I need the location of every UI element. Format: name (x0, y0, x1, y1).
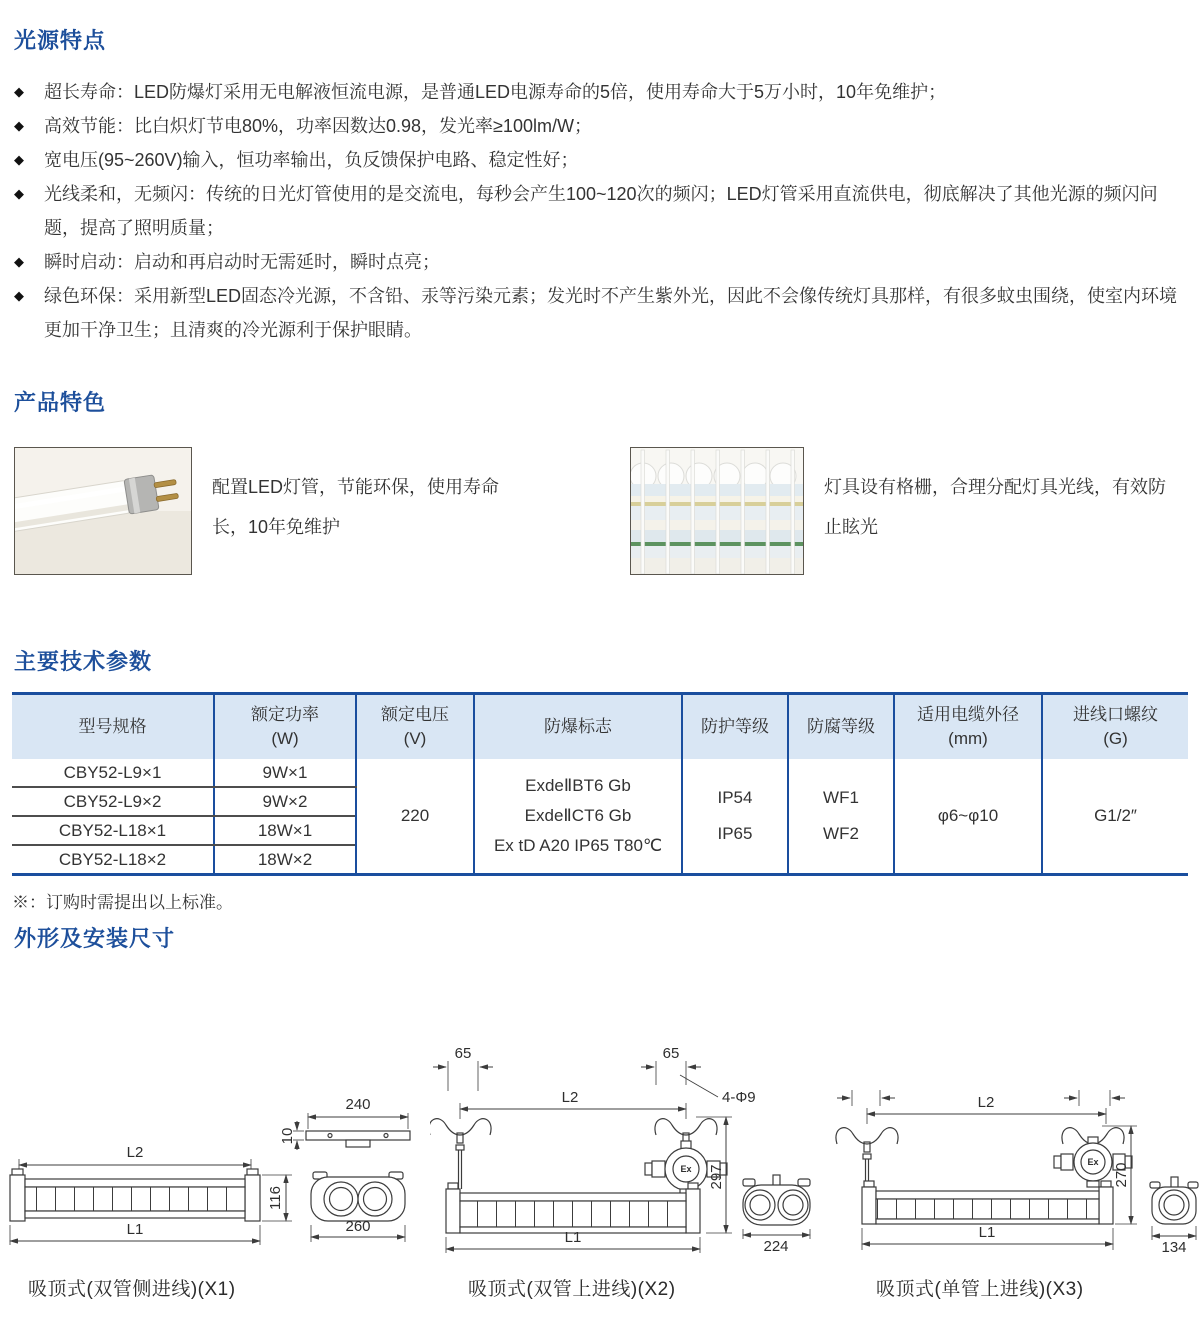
x1-l1-label: L1 (126, 1221, 144, 1238)
x1-bracket-thickness-label: 10 (279, 1127, 296, 1145)
x3-side-view (836, 1094, 1137, 1250)
bullet-item (14, 245, 1188, 279)
x1-side-view (10, 1144, 292, 1245)
x2-section-width-label: 224 (763, 1238, 789, 1255)
col-header-protection: 防护等级 (682, 694, 788, 760)
x2-offset-right-label: 65 (662, 1045, 680, 1062)
bullet-text: 超长寿命：LED防爆灯采用无电解液恒流电源，是普通LED电源寿命的5倍，使用寿命大于5万小时，10年免维护； (44, 82, 947, 102)
col-header-model: 型号规格 (12, 694, 214, 760)
feature-grille (630, 447, 1166, 575)
cell-anticorrosion: WF1 WF2 (788, 759, 894, 875)
section-title-product-features: 产品特色 (14, 390, 107, 415)
bullet-text: 瞬时启动：启动和再启动时无需延时，瞬时点亮； (44, 252, 440, 272)
cell-model: CBY52-L18×1 (12, 816, 214, 845)
x3-drawing (830, 1040, 1200, 1255)
x3-ex-mark: Ex (1087, 1157, 1099, 1167)
x2-cross-section (743, 1175, 810, 1255)
led-tube-photo (14, 447, 192, 575)
x1-caption: 吸顶式(双管侧进线)(X1) (28, 1279, 236, 1300)
x1-bracket-top-view (279, 1096, 410, 1150)
col-header-ex-mark: 防爆标志 (474, 694, 682, 760)
cell-model: CBY52-L9×2 (12, 787, 214, 816)
x1-cross-section (311, 1172, 405, 1242)
cell-power: 18W×1 (214, 816, 356, 845)
bullet-item (14, 143, 1188, 177)
col-header-entry-thread: 进线口螺纹 (G) (1042, 694, 1188, 760)
section-title-dimensions: 外形及安装尺寸 (14, 926, 176, 951)
bullet-item (14, 279, 1188, 347)
x2-l2-label: L2 (561, 1089, 579, 1106)
x3-section-width-label: 134 (1161, 1239, 1187, 1255)
x3-height-label: 270 (1113, 1162, 1130, 1188)
section-tech-params (12, 645, 1188, 913)
cell-protection: IP54 IP65 (682, 759, 788, 875)
bullet-item (14, 75, 1188, 109)
feature-caption: 配置LED灯管，节能环保，使用寿命长，10年免维护 (212, 477, 500, 537)
diamond-bullet-icon: ◆ (14, 152, 24, 167)
feature-caption: 灯具设有格栅，合理分配灯具光线，有效防止眩光 (824, 477, 1166, 537)
col-header-cable-diameter: 适用电缆外径 (mm) (894, 694, 1042, 760)
ceiling-hook-icon (430, 1119, 491, 1143)
x3-caption: 吸顶式(单管上进线)(X3) (876, 1279, 1084, 1300)
cell-entry-thread: G1/2″ (1042, 759, 1188, 875)
table-row (12, 759, 1188, 787)
bullet-text: 光线柔和，无频闪：传统的日光灯管使用的是交流电，每秒会产生100~120次的频闪；LED灯管采用直流供电，彻底解决了其他光源的频闪问题，提高了照明质量； (44, 184, 1158, 238)
bullet-text: 宽电压(95~260V)输入，恒功率输出，负反馈保护电路、稳定性好； (44, 150, 579, 170)
x1-bracket-width-label: 240 (345, 1096, 371, 1113)
section-dimensions (0, 922, 1200, 1320)
col-header-rated-power: 额定功率 (W) (214, 694, 356, 760)
grille-photo (630, 447, 804, 575)
cell-power: 9W×2 (214, 787, 356, 816)
x1-drawing (8, 1045, 428, 1260)
diamond-bullet-icon: ◆ (14, 186, 24, 201)
x2-ex-mark: Ex (680, 1164, 692, 1174)
table-header-row (12, 694, 1188, 760)
section-light-source (14, 24, 1188, 347)
x2-offset-left-label: 65 (454, 1045, 472, 1062)
x3-l2-label: L2 (977, 1094, 995, 1111)
col-header-anticorrosion: 防腐等级 (788, 694, 894, 760)
bullet-item (14, 177, 1188, 245)
x1-l2-label: L2 (126, 1144, 144, 1161)
bullet-list (14, 75, 1188, 347)
ceiling-hook-icon (836, 1128, 898, 1152)
x2-side-view (430, 1089, 732, 1253)
bullet-item (14, 109, 1188, 143)
diamond-bullet-icon: ◆ (14, 254, 24, 269)
section-title-tech-params: 主要技术参数 (14, 649, 153, 674)
cell-power: 18W×2 (214, 845, 356, 875)
x2-l1-label: L1 (564, 1229, 582, 1246)
col-header-rated-voltage: 额定电压 (V) (356, 694, 474, 760)
x1-height-label: 116 (267, 1186, 284, 1210)
cell-power: 9W×1 (214, 759, 356, 787)
x2-offset-dims (433, 1045, 756, 1106)
bullet-text: 高效节能：比白炽灯节电80%，功率因数达0.98，发光率≥100lm/W； (44, 116, 592, 136)
x2-drawing (430, 1045, 825, 1260)
ceiling-hook-icon (655, 1119, 717, 1143)
cell-model: CBY52-L18×2 (12, 845, 214, 875)
cell-model: CBY52-L9×1 (12, 759, 214, 787)
section-title-light-source: 光源特点 (14, 28, 107, 53)
diamond-bullet-icon: ◆ (14, 84, 24, 99)
feature-led-tube (14, 447, 512, 575)
cell-voltage: 220 (356, 759, 474, 875)
section-product-features (14, 386, 1188, 575)
cell-ex-marks: ExdeⅡBT6 Gb ExdeⅡCT6 Gb Ex tD A20 IP65 T80℃ (474, 759, 682, 875)
x2-height-label: 297 (708, 1164, 725, 1190)
x3-cross-section (1150, 1177, 1198, 1255)
diamond-bullet-icon: ◆ (14, 288, 24, 303)
cell-cable-diameter: φ6~φ10 (894, 759, 1042, 875)
x3-l1-label: L1 (978, 1224, 996, 1241)
bullet-text: 绿色环保：采用新型LED固态冷光源，不含铅、汞等污染元素；发光时不产生紫外光，因此不会像传统灯具那样，有很多蚊虫围绕，使室内环境更加干净卫生；且清爽的冷光源利于保护眼睛。 (44, 286, 1178, 340)
x1-section-width-label: 260 (345, 1218, 371, 1235)
tech-params-table (12, 692, 1188, 876)
x2-holes-label: 4-Φ9 (722, 1089, 756, 1106)
diamond-bullet-icon: ◆ (14, 118, 24, 133)
order-footnote: ※：订购时需提出以上标准。 (12, 893, 233, 912)
x2-caption: 吸顶式(双管上进线)(X2) (468, 1279, 676, 1300)
